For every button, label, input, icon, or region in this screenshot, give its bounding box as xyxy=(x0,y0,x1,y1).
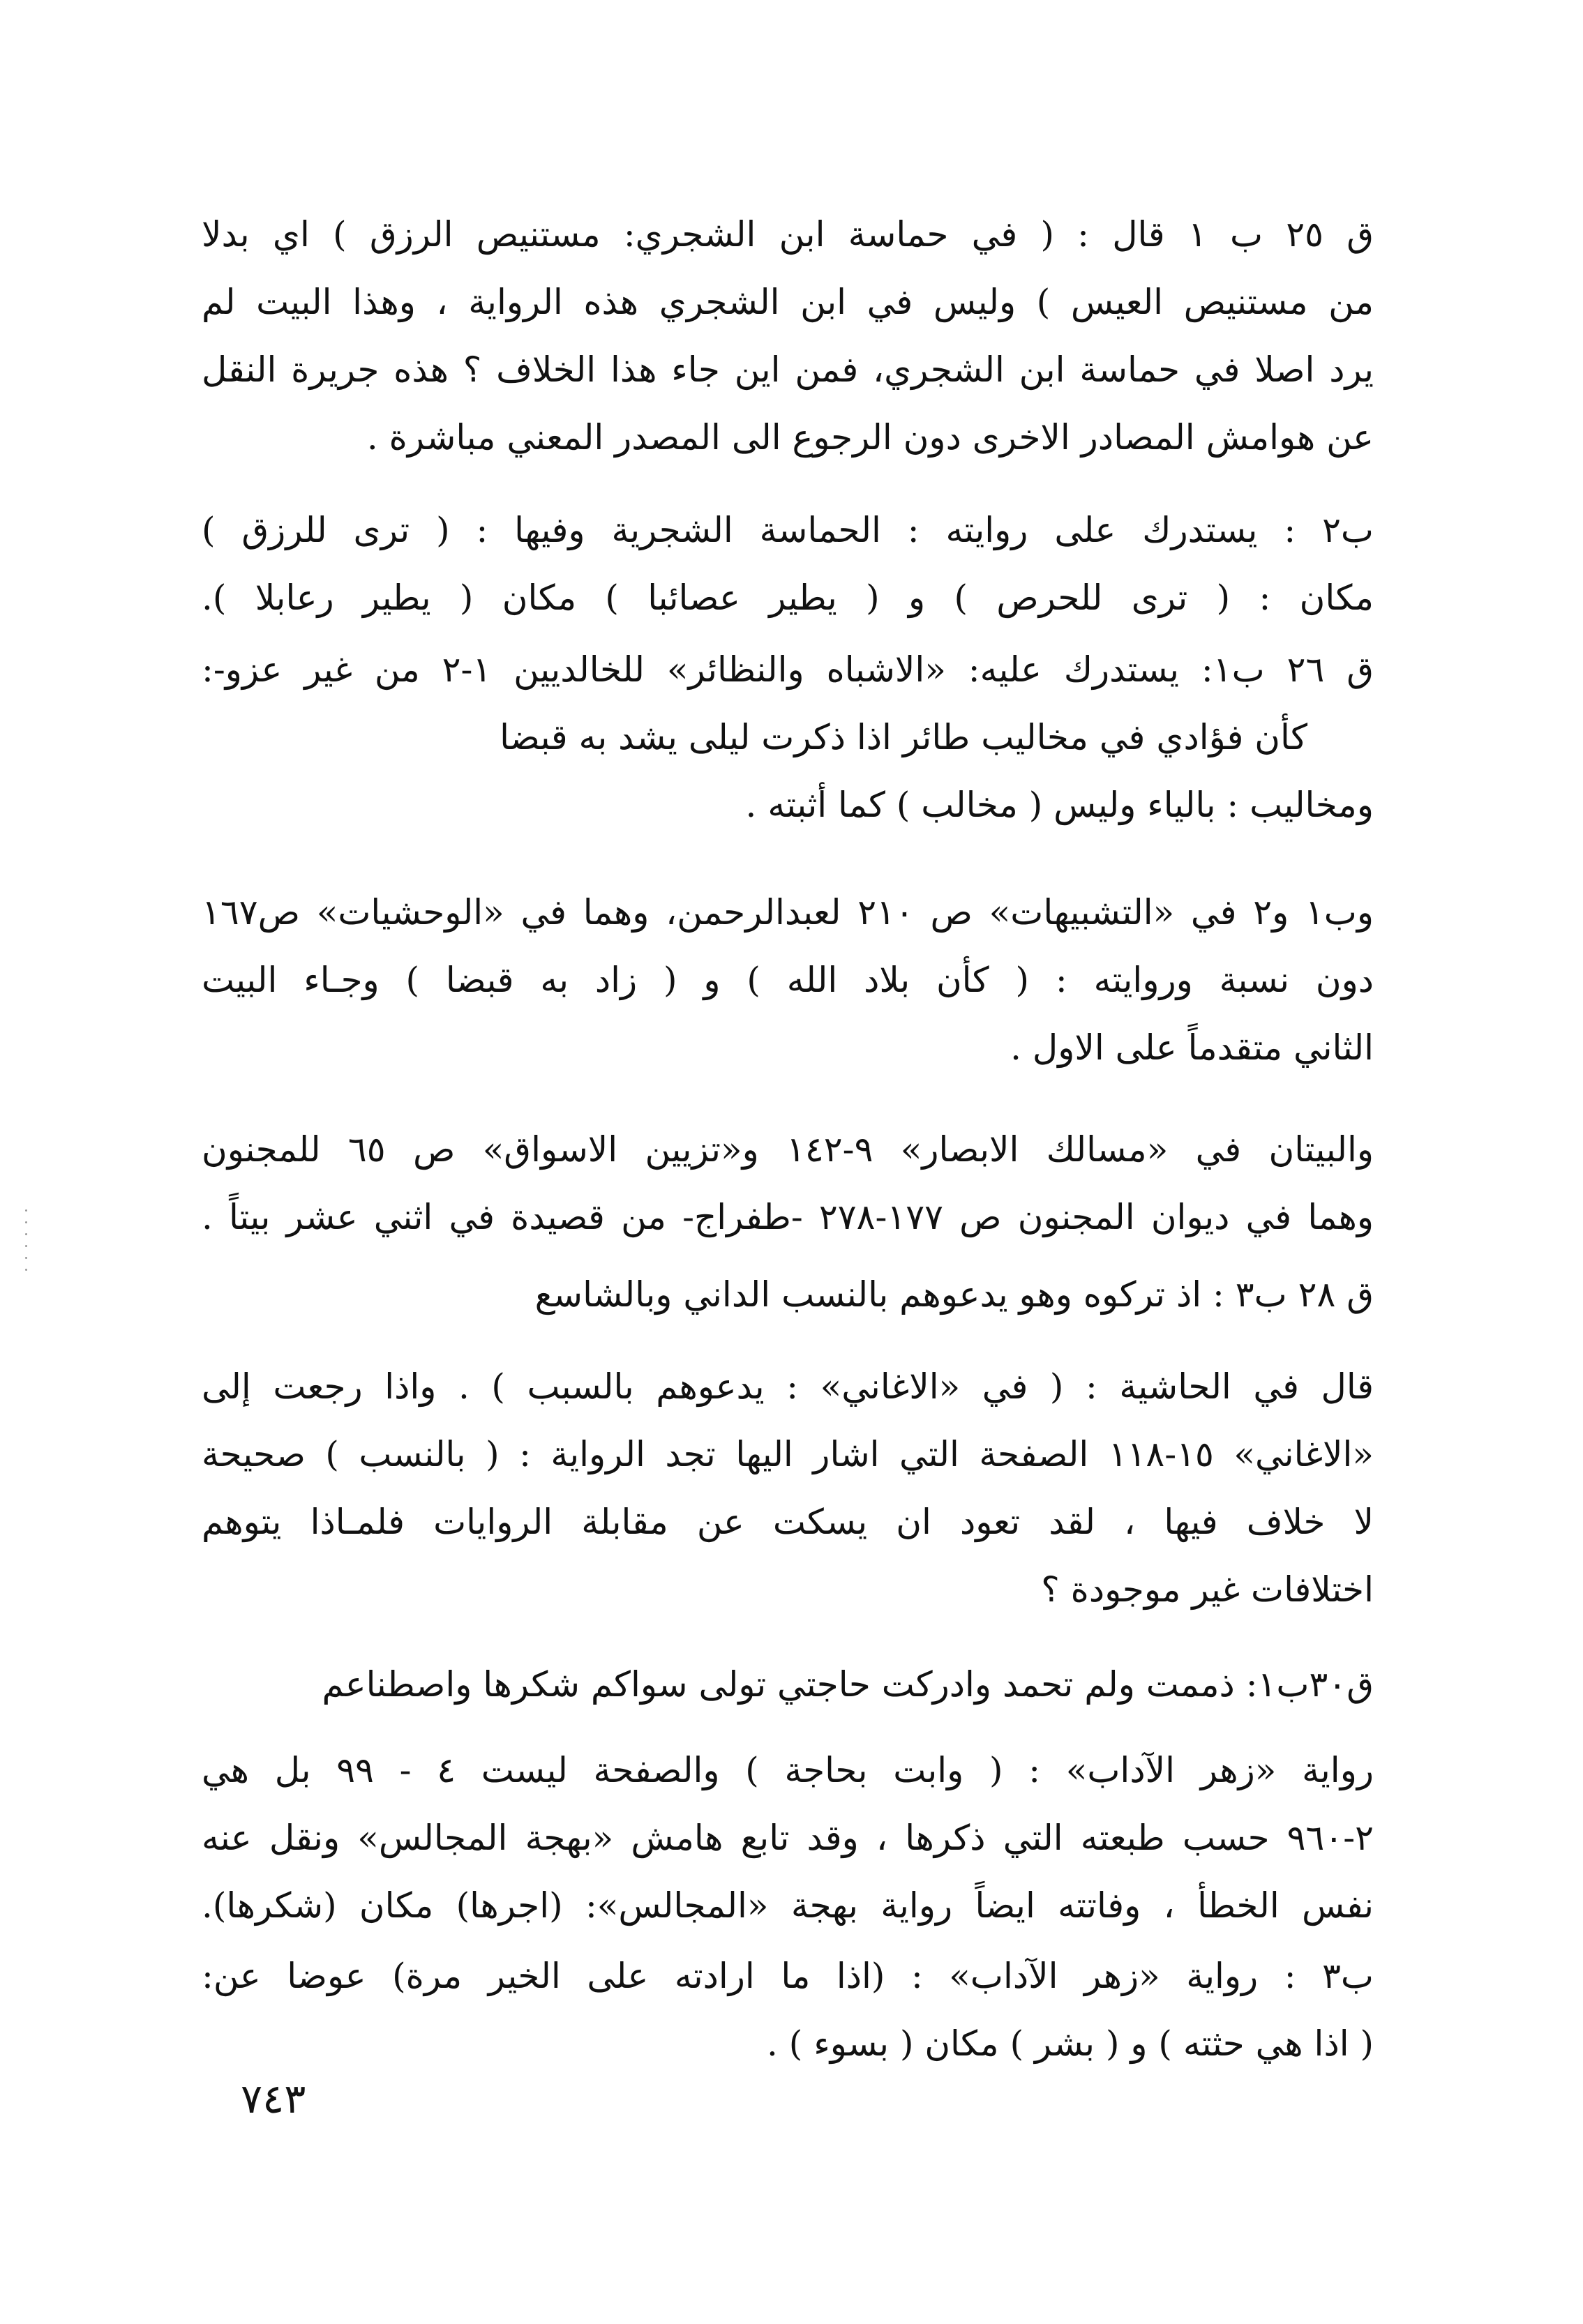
paragraph-2 xyxy=(202,497,1374,632)
paragraph-4 xyxy=(202,879,1374,1082)
verse-line: كأن فؤادي في مخاليب طائر اذا ذكرت ليلى يشد به قبضا xyxy=(500,717,1307,757)
scan-speckles xyxy=(15,1200,36,1353)
text-line: ( اذا هي حثته ) و ( بشر ) مكان ( بسوء ) . xyxy=(767,2023,1374,2064)
text-line: «الاغاني» ١٥-١١٨ الصفحة التي اشار اليها تجد الرواية : ( بالنسب ) صحيحة xyxy=(202,1434,1374,1474)
verse-line: ق٣٠ب١: ذممت ولم تحمد وادركت حاجتي تولى سواكم شكرها واصطناعم xyxy=(322,1664,1374,1705)
paragraph-1 xyxy=(202,201,1374,471)
text-line: رواية «زهر الآداب» : ( وابت بحاجة ) والصفحة ليست ٤ - ٩٩ بل هي xyxy=(202,1750,1374,1790)
text-line: من مستنيص العيس ) وليس في ابن الشجري هذه الرواية ، وهذا البيت لم xyxy=(202,282,1374,322)
text-line: قال في الحاشية : ( في «الاغاني» : يدعوهم بالسبب ) . واذا رجعت إلى xyxy=(202,1366,1374,1407)
text-line: دون نسبة وروايته : ( كأن بلاد الله ) و ( زاد به قبضا ) وجـاء البيت xyxy=(202,960,1374,1000)
verse-line: ق ٢٨ ب٣ : اذ تركوه وهو يدعوهم بالنسب الداني وبالشاسع xyxy=(534,1274,1374,1315)
paragraph-8 xyxy=(202,1651,1374,1719)
text-line: ومخاليب : بالياء وليس ( مخالب ) كما أثبته . xyxy=(745,785,1374,825)
paragraph-5 xyxy=(202,1116,1374,1251)
text-line: لا خلاف فيها ، لقد تعود ان يسكت عن مقابلة الروايات فلمـاذا يتوهم xyxy=(202,1502,1374,1542)
text-line: عن هوامش المصادر الاخرى دون الرجوع الى المصدر المعني مباشرة . xyxy=(366,417,1374,458)
text-line: نفس الخطأ ، وفاتته ايضاً رواية بهجة «المجالس»: (اجرها) مكان (شكرها). xyxy=(202,1885,1374,1926)
text-line: ب٢ : يستدرك على روايته : الحماسة الشجرية وفيها : ( ترى للرزق ) xyxy=(202,510,1374,550)
text-line: ق ٢٦ ب١: يستدرك عليه: «الاشباه والنظائر» للخالديين ١-٢ من غير عزو-: xyxy=(202,649,1374,690)
text-line: الثاني متقدماً على الاول . xyxy=(1010,1027,1374,1068)
text-line: ب٣ : رواية «زهر الآداب» : (اذا ما ارادته على الخير مرة) عوضا عن: xyxy=(202,1956,1374,1996)
text-line: وهما في ديوان المجنون ص ١٧٧-٢٧٨ -طفراج- من قصيدة في اثني عشر بيتاً . xyxy=(202,1197,1374,1237)
text-line: ق ٢٥ ب ١ قال : ( في حماسة ابن الشجري: مستنيص الرزق ) اي بدلا xyxy=(202,214,1374,255)
text-line: مكان : ( ترى للحرص ) و ( يطير عصائبا ) مكان ( يطير رعابلا ). xyxy=(202,578,1374,618)
paragraph-9 xyxy=(202,1737,1374,1940)
text-line: اختلافات غير موجودة ؟ xyxy=(1041,1569,1374,1610)
text-line: وب١ و٢ في «التشبيهات» ص ٢١٠ لعبدالرحمن، وهما في «الوحشيات» ص١٦٧ xyxy=(202,892,1374,933)
paragraph-3 xyxy=(202,636,1374,839)
text-line: ٢-٩٦٠ حسب طبعته التي ذكرها ، وقد تابع هامش «بهجة المجالس» ونقل عنه xyxy=(202,1818,1374,1858)
text-line: والبيتان في «مسالك الابصار» ٩-١٤٢ و«تزيين الاسواق» ص ٦٥ للمجنون xyxy=(202,1129,1374,1170)
paragraph-7 xyxy=(202,1353,1374,1624)
paragraph-6 xyxy=(202,1261,1374,1329)
text-line: يرد اصلا في حماسة ابن الشجري، فمن اين جاء هذا الخلاف ؟ هذه جريرة النقل xyxy=(202,349,1374,390)
paragraph-10 xyxy=(202,1942,1374,2078)
page-number: ٧٤٣ xyxy=(241,2075,306,2122)
